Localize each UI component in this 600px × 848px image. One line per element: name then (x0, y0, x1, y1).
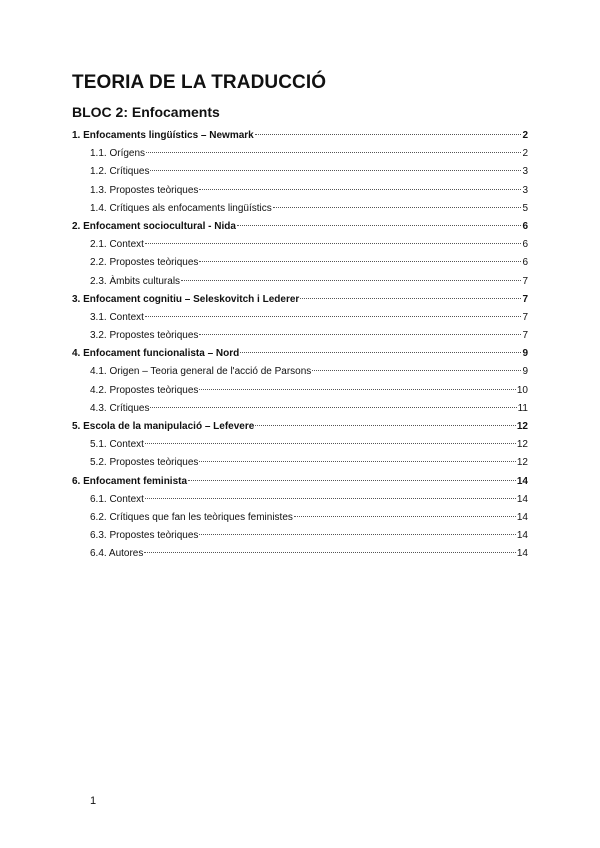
toc-entry-label: 4.3. Crítiques (90, 402, 150, 414)
toc-entry-page: 12 (516, 439, 528, 451)
toc-entry-label: 6. Enfocament feminista (72, 475, 188, 487)
toc-entry-label: 5. Escola de la manipulació – Lefevere (72, 421, 255, 432)
toc-section-entry[interactable] (72, 345, 528, 363)
toc-dot-leader (199, 389, 515, 390)
toc-subsection-entry[interactable] (72, 363, 528, 381)
toc-entry-page: 6 (522, 239, 528, 251)
toc-dot-leader (145, 498, 516, 499)
toc-dot-leader (273, 207, 522, 208)
toc-entry-label: 2. Enfocament sociocultural - Nida (72, 220, 236, 232)
toc-entry-label: 6.4. Autores (90, 548, 144, 560)
toc-entry-page: 11 (517, 402, 528, 414)
toc-entry-page: 9 (522, 366, 528, 378)
toc-dot-leader (188, 480, 516, 481)
toc-dot-leader (145, 443, 516, 444)
page-number: 1 (90, 795, 97, 807)
toc-entry-label: 6.3. Propostes teòriques (90, 530, 199, 542)
toc-entry-page: 12 (516, 457, 528, 469)
toc-entry-page: 10 (516, 384, 528, 396)
toc-entry-page: 3 (522, 184, 528, 196)
toc-entry-page: 2 (522, 148, 528, 160)
toc-entry-label: 1.1. Orígens (90, 148, 146, 160)
toc-subsection-entry[interactable] (72, 163, 528, 181)
toc-section-entry[interactable] (72, 127, 528, 145)
toc-entry-label: 2.3. Àmbits culturals (90, 275, 181, 287)
toc-subsection-entry[interactable] (72, 454, 528, 472)
toc-entry-label: 3.2. Propostes teòriques (90, 330, 199, 342)
toc-entry-page: 7 (522, 311, 528, 323)
toc-dot-leader (255, 134, 522, 135)
toc-dot-leader (199, 534, 515, 535)
toc-dot-leader (240, 352, 521, 353)
toc-entry-page: 12 (516, 421, 528, 432)
toc-section-entry[interactable] (72, 218, 528, 236)
toc-dot-leader (199, 461, 515, 462)
toc-entry-page: 2 (522, 130, 528, 141)
toc-dot-leader (255, 425, 516, 426)
toc-entry-label: 5.2. Propostes teòriques (90, 457, 199, 469)
toc-dot-leader (181, 280, 521, 281)
toc-subsection-entry[interactable] (72, 200, 528, 218)
toc-subsection-entry[interactable] (72, 309, 528, 327)
toc-entry-page: 14 (516, 493, 528, 505)
toc-entry-label: 1.2. Crítiques (90, 166, 150, 178)
toc-entry-page: 14 (516, 511, 528, 523)
toc-section-entry[interactable] (72, 291, 528, 309)
toc-entry-page: 7 (522, 275, 528, 287)
toc-dot-leader (199, 261, 521, 262)
toc-entry-label: 4. Enfocament funcionalista – Nord (72, 348, 240, 360)
toc-dot-leader (150, 170, 521, 171)
toc-dot-leader (300, 298, 521, 299)
toc-entry-label: 3. Enfocament cognitiu – Seleskovitch i Lederer (72, 293, 300, 305)
toc-entry-label: 4.2. Propostes teòriques (90, 384, 199, 396)
toc-entry-page: 5 (522, 202, 528, 214)
toc-entry-label: 6.1. Context (90, 493, 144, 505)
toc-dot-leader (199, 334, 521, 335)
toc-subsection-entry[interactable] (72, 382, 528, 400)
toc-subsection-entry[interactable] (72, 545, 528, 563)
toc-entry-page: 3 (522, 166, 528, 178)
toc-subsection-entry[interactable] (72, 400, 528, 418)
toc-subsection-entry[interactable] (72, 436, 528, 454)
toc-section-entry[interactable] (72, 418, 528, 436)
toc-dot-leader (146, 152, 521, 153)
toc-dot-leader (237, 225, 522, 226)
toc-entry-page: 7 (522, 293, 528, 305)
toc-entry-page: 14 (516, 548, 528, 560)
toc-entry-page: 6 (522, 220, 528, 232)
toc-section-entry[interactable] (72, 473, 528, 491)
toc-subsection-entry[interactable] (72, 182, 528, 200)
toc-subsection-entry[interactable] (72, 491, 528, 509)
toc-entry-label: 1.3. Propostes teòriques (90, 184, 199, 196)
toc-entry-label: 6.2. Crítiques que fan les teòriques feministes (90, 511, 293, 523)
toc-entry-page: 14 (516, 530, 528, 542)
document-subtitle: BLOC 2: Enfocaments (72, 104, 220, 120)
toc-entry-label: 1. Enfocaments lingüístics – Newmark (72, 130, 254, 141)
toc-entry-label: 4.1. Origen – Teoria general de l'acció de Parsons (90, 366, 312, 378)
toc-dot-leader (150, 407, 516, 408)
toc-dot-leader (294, 516, 516, 517)
toc-dot-leader (199, 189, 521, 190)
toc-subsection-entry[interactable] (72, 509, 528, 527)
toc-entry-page: 14 (516, 475, 528, 487)
toc-entry-label: 2.1. Context (90, 239, 144, 251)
toc-subsection-entry[interactable] (72, 273, 528, 291)
toc-entry-label: 5.1. Context (90, 439, 144, 451)
toc-dot-leader (145, 316, 522, 317)
toc-entry-page: 6 (522, 257, 528, 269)
toc-subsection-entry[interactable] (72, 254, 528, 272)
toc-dot-leader (312, 370, 521, 371)
toc-dot-leader (144, 552, 516, 553)
toc-subsection-entry[interactable] (72, 236, 528, 254)
toc-subsection-entry[interactable] (72, 327, 528, 345)
document-title: TEORIA DE LA TRADUCCIÓ (72, 72, 327, 93)
toc-subsection-entry[interactable] (72, 145, 528, 163)
table-of-contents (72, 127, 528, 564)
toc-entry-label: 3.1. Context (90, 311, 144, 323)
toc-entry-label: 2.2. Propostes teòriques (90, 257, 199, 269)
toc-entry-label: 1.4. Crítiques als enfocaments lingüístics (90, 202, 272, 214)
toc-dot-leader (145, 243, 522, 244)
toc-subsection-entry[interactable] (72, 527, 528, 545)
toc-entry-page: 9 (522, 348, 528, 360)
toc-entry-page: 7 (522, 330, 528, 342)
